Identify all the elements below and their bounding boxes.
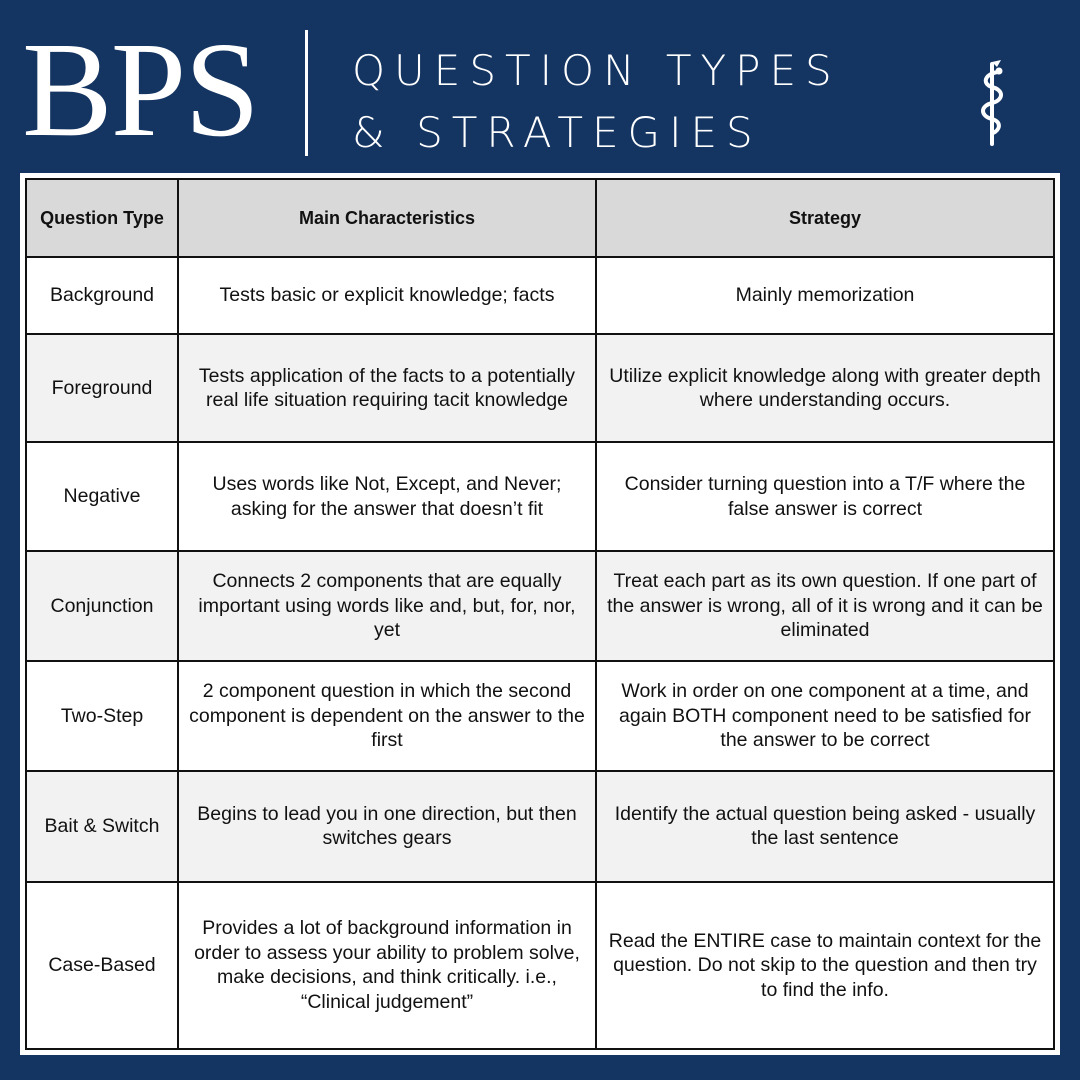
characteristics-cell: Tests basic or explicit knowledge; facts xyxy=(178,257,596,334)
table-row xyxy=(26,257,1054,334)
table-header-row xyxy=(26,179,1054,257)
strategy-cell: Consider turning question into a T/F where the false answer is correct xyxy=(596,442,1054,550)
caduceus-icon xyxy=(968,58,1016,148)
strategy-cell: Read the ENTIRE case to maintain context for the question. Do not skip to the question and then try to find the info. xyxy=(596,882,1054,1049)
question-type-cell: Negative xyxy=(26,442,178,550)
table-row xyxy=(26,551,1054,661)
title-line-1: QUESTION TYPES xyxy=(352,46,841,95)
header-divider xyxy=(305,30,308,156)
question-type-cell: Two-Step xyxy=(26,661,178,771)
header xyxy=(0,0,1080,170)
question-type-cell: Background xyxy=(26,257,178,334)
strategy-cell: Identify the actual question being asked - usually the last sentence xyxy=(596,771,1054,881)
page-title xyxy=(352,40,841,164)
characteristics-cell: Provides a lot of background information in order to assess your ability to problem solve, make decisions, and think critically. i.e., “Clinical judgement” xyxy=(178,882,596,1049)
question-type-cell: Bait & Switch xyxy=(26,771,178,881)
header-question-type: Question Type xyxy=(26,179,178,257)
strategy-cell: Utilize explicit knowledge along with greater depth where understanding occurs. xyxy=(596,334,1054,442)
header-main-characteristics: Main Characteristics xyxy=(178,179,596,257)
characteristics-cell: Begins to lead you in one direction, but then switches gears xyxy=(178,771,596,881)
characteristics-cell: 2 component question in which the second component is dependent on the answer to the first xyxy=(178,661,596,771)
characteristics-cell: Uses words like Not, Except, and Never; asking for the answer that doesn’t fit xyxy=(178,442,596,550)
table-row xyxy=(26,442,1054,550)
question-type-cell: Conjunction xyxy=(26,551,178,661)
table-row xyxy=(26,661,1054,771)
characteristics-cell: Connects 2 components that are equally important using words like and, but, for, nor, yet xyxy=(178,551,596,661)
question-types-table xyxy=(25,178,1055,1050)
question-type-cell: Case-Based xyxy=(26,882,178,1049)
bps-logo: BPS xyxy=(22,15,258,165)
table-row xyxy=(26,334,1054,442)
table-row xyxy=(26,882,1054,1049)
question-type-cell: Foreground xyxy=(26,334,178,442)
strategy-cell: Work in order on one component at a time, and again BOTH component need to be satisfied for the answer to be correct xyxy=(596,661,1054,771)
title-line-2: & STRATEGIES xyxy=(352,108,762,157)
characteristics-cell: Tests application of the facts to a potentially real life situation requiring tacit knowledge xyxy=(178,334,596,442)
strategy-table-card xyxy=(20,173,1060,1055)
strategy-cell: Treat each part as its own question. If one part of the answer is wrong, all of it is wrong and it can be eliminated xyxy=(596,551,1054,661)
header-strategy: Strategy xyxy=(596,179,1054,257)
strategy-cell: Mainly memorization xyxy=(596,257,1054,334)
table-row xyxy=(26,771,1054,881)
